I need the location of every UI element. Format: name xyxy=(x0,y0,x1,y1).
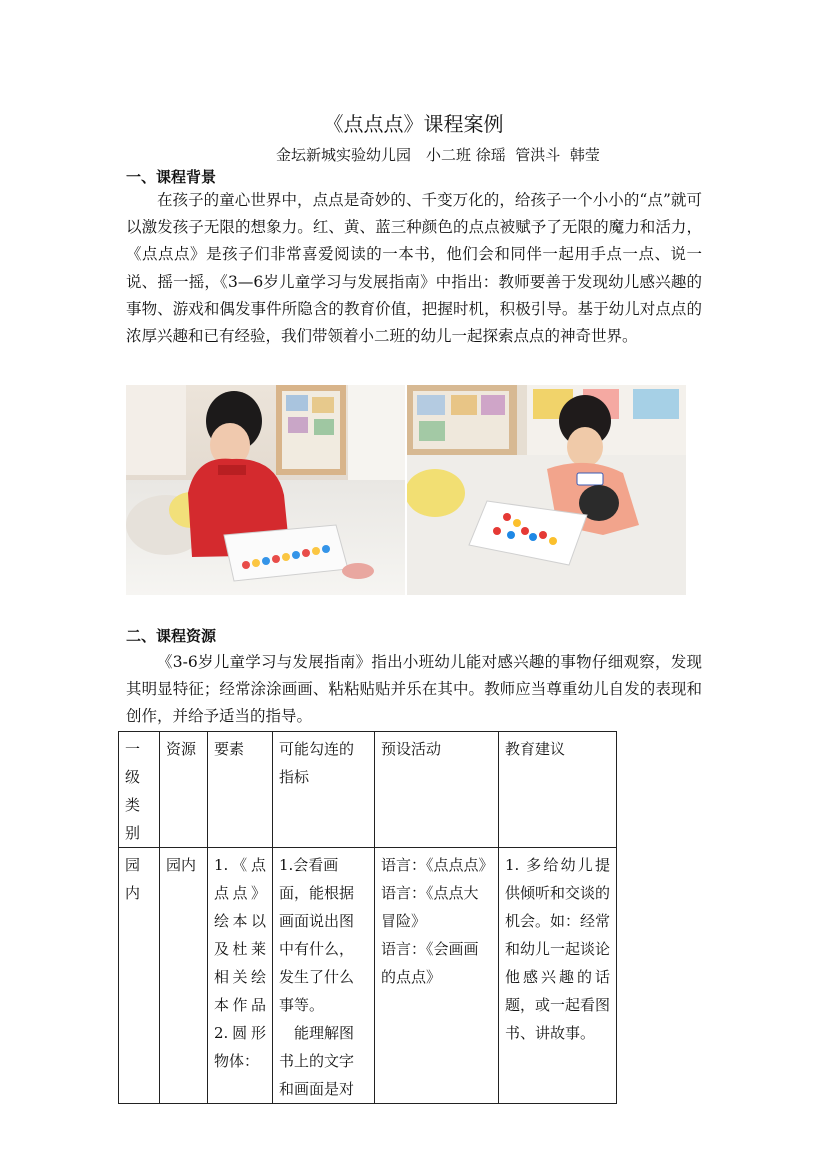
cell-resource: 园内 xyxy=(160,848,208,1104)
indicator-text-1: 1.会看画面，能根据画面说出图中有什么，发生了什么事等。 xyxy=(279,856,355,1014)
cell-activity xyxy=(375,848,499,1104)
resources-paragraph: 《3-6岁儿童学习与发展指南》指出小班幼儿能对感兴趣的事物仔细观察，发现其明显特征；经常涂涂画画、粘粘贴贴并乐在其中。教师应当尊重幼儿自发的表现和创作，并给予适当的指导。 xyxy=(126,653,702,726)
header-cell-element: 要素 xyxy=(208,732,273,848)
section-heading-resources: 二、课程资源 xyxy=(126,627,217,645)
photo-girl-reading xyxy=(126,385,405,595)
document-subtitle: 金坛新城实验幼儿园 小二班 徐瑶 管洪斗 韩莹 xyxy=(276,146,600,164)
photo-girl-touching-dots xyxy=(407,385,686,595)
table-row xyxy=(119,848,617,1104)
cell-indicator xyxy=(273,848,375,1104)
header-cell-category: 一级类别 xyxy=(119,732,160,848)
cell-category: 园内 xyxy=(119,848,160,1104)
document-title: 《点点点》课程案例 xyxy=(323,112,504,136)
activity-item: 语言：《会画画的点点》 xyxy=(381,940,479,986)
cell-suggestion: 1. 多给幼儿提供倾听和交谈的机会。如：经常和幼儿一起谈论他感兴趣的话题，或一起看图书、讲故事。 xyxy=(499,848,617,1104)
background-paragraph: 在孩子的童心世界中，点点是奇妙的、千变万化的，给孩子一个小小的“点”就可以激发孩子无限的想象力。红、黄、蓝三种颜色的点点被赋予了无限的魔力和活力，《点点点》是孩子们非常喜爱阅读的一本书，他们会和同伴一起用手点一点、说一说、摇一摇，《3—6岁儿童学习与发展指南》中指出：教师要善于发现幼儿感兴趣的事物、游戏和偶发事件所隐含的教育价值，把握时机，积极引导。基于幼儿对点点的浓厚兴趣和已有经验，我们带领着小二班的幼儿一起探索点点的神奇世界。 xyxy=(126,191,702,346)
header-cell-indicator: 可能勾连的指标 xyxy=(273,732,375,848)
resource-table xyxy=(118,731,617,1104)
indicator-text-2: 能理解图书上的文字和画面是对 xyxy=(279,1024,355,1098)
header-cell-suggestion: 教育建议 xyxy=(499,732,617,848)
activity-item: 语言：《点点点》 xyxy=(381,856,494,874)
header-cell-activity: 预设活动 xyxy=(375,732,499,848)
cell-element: 1.《点点点》绘本以及杜莱相关绘本作品 2.圆形物体： xyxy=(208,848,273,1104)
header-cell-resource: 资源 xyxy=(160,732,208,848)
table-header-row xyxy=(119,732,617,848)
section-heading-background: 一、课程背景 xyxy=(126,168,217,186)
activity-item: 语言：《点点大冒险》 xyxy=(381,884,479,930)
